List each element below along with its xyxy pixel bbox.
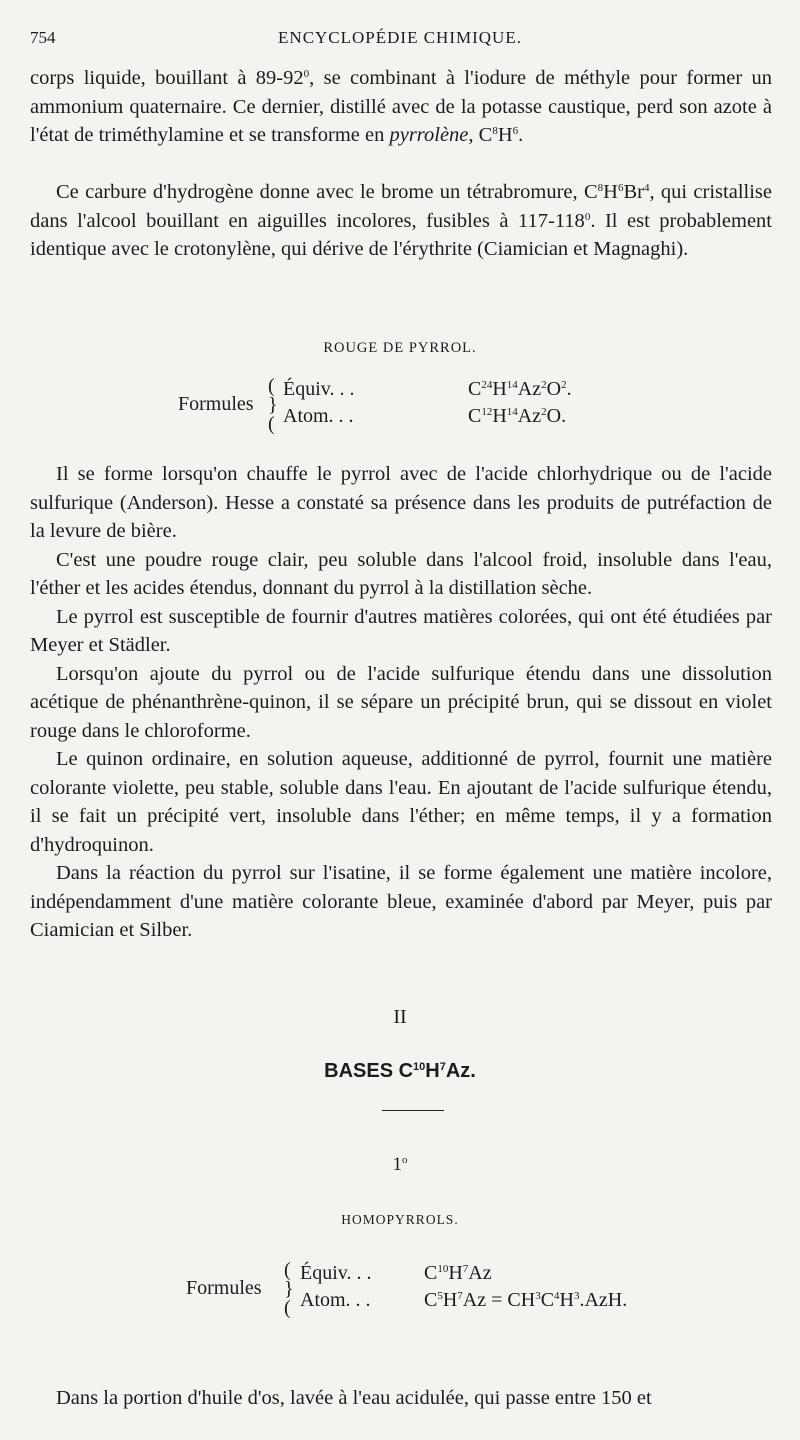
paragraph: Il se forme lorsqu'on chauffe le pyrrol avec de l'acide chlorhydrique ou de l'acide sulfurique (Anderson). Hesse a constaté sa présence dans les produits de putréfaction de la levure de bière. — [30, 463, 772, 542]
running-title: ENCYCLOPÉDIE CHIMIQUE. — [278, 28, 522, 47]
atom-label: Atom. . . — [300, 1289, 371, 1311]
subsection-number: 1$^o$ — [392, 1154, 408, 1175]
brace: ( } ( — [268, 375, 278, 435]
page-header — [30, 28, 770, 56]
intro-paragraph-1: corps liquide, bouillant à $89-92^0$, se combinant à l'iodure de méthyle pour former un ammonium quaternaire. Ce dernier, distillé avec de la potasse caustique, perd son azote à l'état de triméthylamine et se transforme en pyrrolène, $C^8H^6$. — [30, 67, 772, 146]
paragraph: Le pyrrol est susceptible de fournir d'autres matières colorées, qui ont été étudiées par Meyer et Städler. — [30, 605, 772, 656]
section-heading-bases: BASES $C^{10}H^7Az$. — [324, 1060, 476, 1082]
paragraph: Le quinon ordinaire, en solution aqueuse, additionné de pyrrol, fournit une matière colorante violette, peu stable, soluble dans l'eau. En ajoutant de l'acide sulfurique étendu, il se fait un précipité vert, insoluble dans l'éther; en même temps, il y a formation d'hydroquinon. — [30, 748, 772, 856]
formulas-rouge — [0, 374, 800, 434]
equiv-label: Équiv. . . — [300, 1262, 372, 1284]
paragraph: C'est une poudre rouge clair, peu soluble dans l'alcool froid, insoluble dans l'eau, l'éther et les acides étendus, donnant du pyrrol à la distillation sèche. — [30, 548, 772, 599]
atom-formula: $C^{12}H^{14}Az^2O$. — [468, 405, 567, 427]
section-numeral: II — [393, 1006, 407, 1028]
equiv-formula: $C^{24}H^{14}Az^2O^2$. — [468, 378, 572, 400]
equiv-label: Équiv. . . — [283, 378, 355, 400]
section-title-rouge-de-pyrrol: ROUGE DE PYRROL. — [323, 340, 477, 356]
atom-label: Atom. . . — [283, 405, 354, 427]
paragraph: Dans la réaction du pyrrol sur l'isatine, il se forme également une matière incolore, indépendamment d'une matière colorante bleue, examinée d'abord par Meyer, puis par Ciamician et Silber. — [30, 862, 772, 941]
formulas-homopyrrols — [0, 1258, 800, 1318]
intro-paragraph-2: Ce carbure d'hydrogène donne avec le brome un tétrabromure, $C^8H^6Br^4$, qui cristallise dans l'alcool bouillant en aiguilles incolores, fusibles à $117-118^0$. Il est probablement identique avec le crotonylène, qui dérive de l'érythrite (Ciamician et Magnaghi). — [30, 181, 772, 260]
closing-paragraph: Dans la portion d'huile d'os, lavée à l'eau acidulée, qui passe entre 150 et — [56, 1387, 652, 1409]
formulas-label: Formules — [178, 393, 254, 415]
atom-formula: $C^5H^7Az = CH^3C^4H^3.AzH$. — [424, 1289, 628, 1311]
divider-rule — [382, 1110, 444, 1111]
rouge-body — [30, 460, 772, 945]
page-number: 754 — [30, 28, 56, 47]
paragraph: Lorsqu'on ajoute du pyrrol ou de l'acide sulfurique étendu dans une dissolution acétique de phénanthrène-quinon, il se sépare un précipité brun, qui se dissout en violet rouge dans le chloroforme. — [30, 662, 772, 742]
subsection-title-homopyrrols: HOMOPYRROLS. — [341, 1212, 459, 1227]
formulas-label: Formules — [186, 1277, 262, 1299]
brace: ( } ( — [284, 1259, 294, 1319]
equiv-formula: $C^{10}H^7Az$ — [424, 1262, 492, 1284]
